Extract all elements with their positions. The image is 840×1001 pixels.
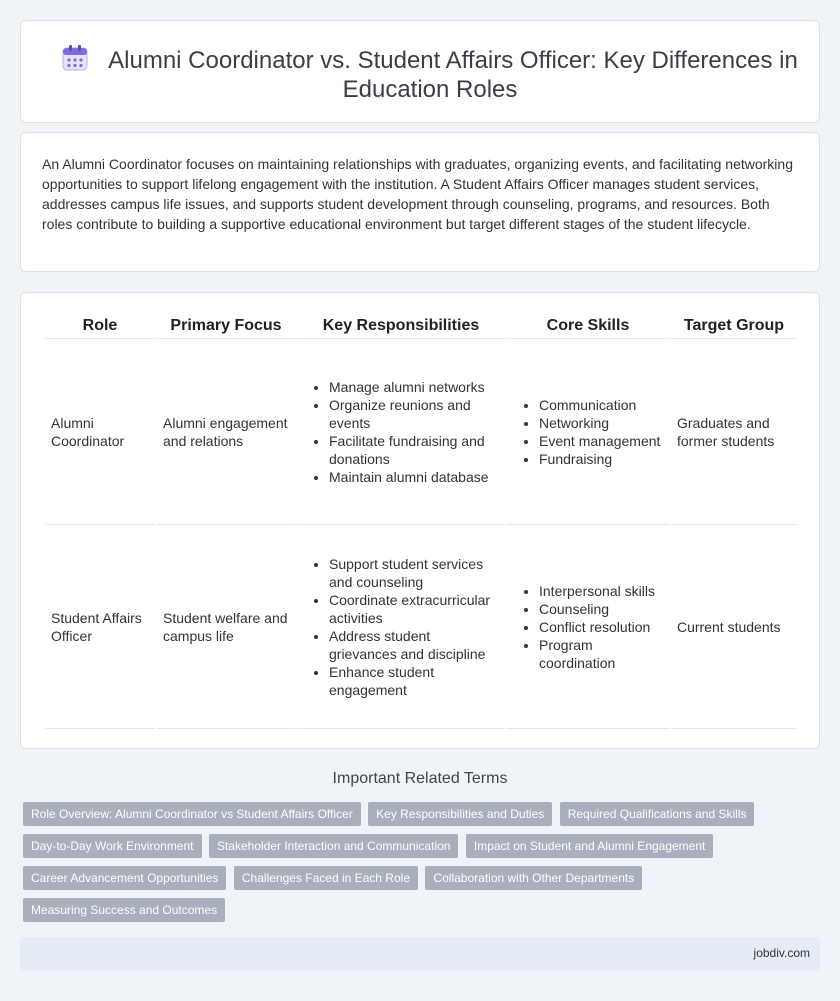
list-item: • Fundraising [539,450,663,468]
cell-role: Alumni Coordinator [45,339,155,525]
header-primary-focus: Primary Focus [157,315,295,339]
comparison-table-card [20,292,820,749]
list-item: • Program coordination [539,636,663,672]
list-item: • Networking [539,414,663,432]
list-item: • Manage alumni networks [329,378,499,396]
cell-responsibilities [297,525,505,729]
cell-skills [507,339,669,525]
tag-career-advancement[interactable]: Career Advancement Opportunities [23,866,226,890]
cell-primary-focus: Student welfare and campus life [157,525,295,729]
tag-challenges[interactable]: Challenges Faced in Each Role [234,866,418,890]
tag-collaboration[interactable]: Collaboration with Other Departments [425,866,642,890]
list-item: • Communication [539,396,663,414]
tag-key-responsibilities[interactable]: Key Responsibilities and Duties [368,802,552,826]
comparison-table [43,315,799,729]
list-item: • Address student grievances and discipline [329,627,499,663]
header-target-group: Target Group [671,315,797,339]
intro-card [20,132,820,272]
table-header-row [45,315,797,339]
list-item: • Support student services and counseling [329,555,499,591]
header-key-responsibilities: Key Responsibilities [297,315,505,339]
page-title: Alumni Coordinator vs. Student Affairs Officer: Key Differences in Education Roles [108,47,798,103]
cell-target-group: Graduates and former students [671,339,797,525]
related-terms-title: Important Related Terms [332,770,508,787]
tag-impact-engagement[interactable]: Impact on Student and Alumni Engagement [466,834,714,858]
list-item: • Coordinate extracurricular activities [329,591,499,627]
skills-list [513,582,663,672]
responsibilities-list [303,555,499,699]
header-role: Role [45,315,155,339]
tag-stakeholder-interaction[interactable]: Stakeholder Interaction and Communication [209,834,458,858]
intro-paragraph: An Alumni Coordinator focuses on maintaining relationships with graduates, organizing events, and facilitating networking opportunities to support lifelong engagement with the institution. A Student Affairs Officer manages student services, addresses campus life issues, and supports student development through counseling, programs, and resources. Both roles contribute to building a supportive educational environment but target different stages of the student lifecycle. [42,156,793,232]
header-card [20,20,820,123]
table-row [45,339,797,525]
cell-responsibilities [297,339,505,525]
page-title-wrap [61,45,799,104]
skills-list [513,396,663,468]
list-item: • Facilitate fundraising and donations [329,432,499,468]
footer-site-link[interactable]: jobdiv.com [753,946,810,960]
footer-bar [20,937,820,970]
list-item: • Maintain alumni database [329,468,499,486]
cell-primary-focus: Alumni engagement and relations [157,339,295,525]
list-item: • Organize reunions and events [329,396,499,432]
cell-skills [507,525,669,729]
list-item: • Event management [539,432,663,450]
calendar-icon [62,45,88,71]
tag-role-overview[interactable]: Role Overview: Alumni Coordinator vs Student Affairs Officer [23,802,361,826]
responsibilities-list [303,378,499,486]
list-item: • Counseling [539,600,663,618]
cell-target-group: Current students [671,525,797,729]
cell-role: Student Affairs Officer [45,525,155,729]
tag-work-environment[interactable]: Day-to-Day Work Environment [23,834,202,858]
tag-measuring-success[interactable]: Measuring Success and Outcomes [23,898,225,922]
tag-required-qualifications[interactable]: Required Qualifications and Skills [560,802,755,826]
list-item: • Conflict resolution [539,618,663,636]
list-item: • Interpersonal skills [539,582,663,600]
related-terms-tags [23,802,783,930]
header-core-skills: Core Skills [507,315,669,339]
list-item: • Enhance student engagement [329,663,499,699]
table-row [45,525,797,729]
